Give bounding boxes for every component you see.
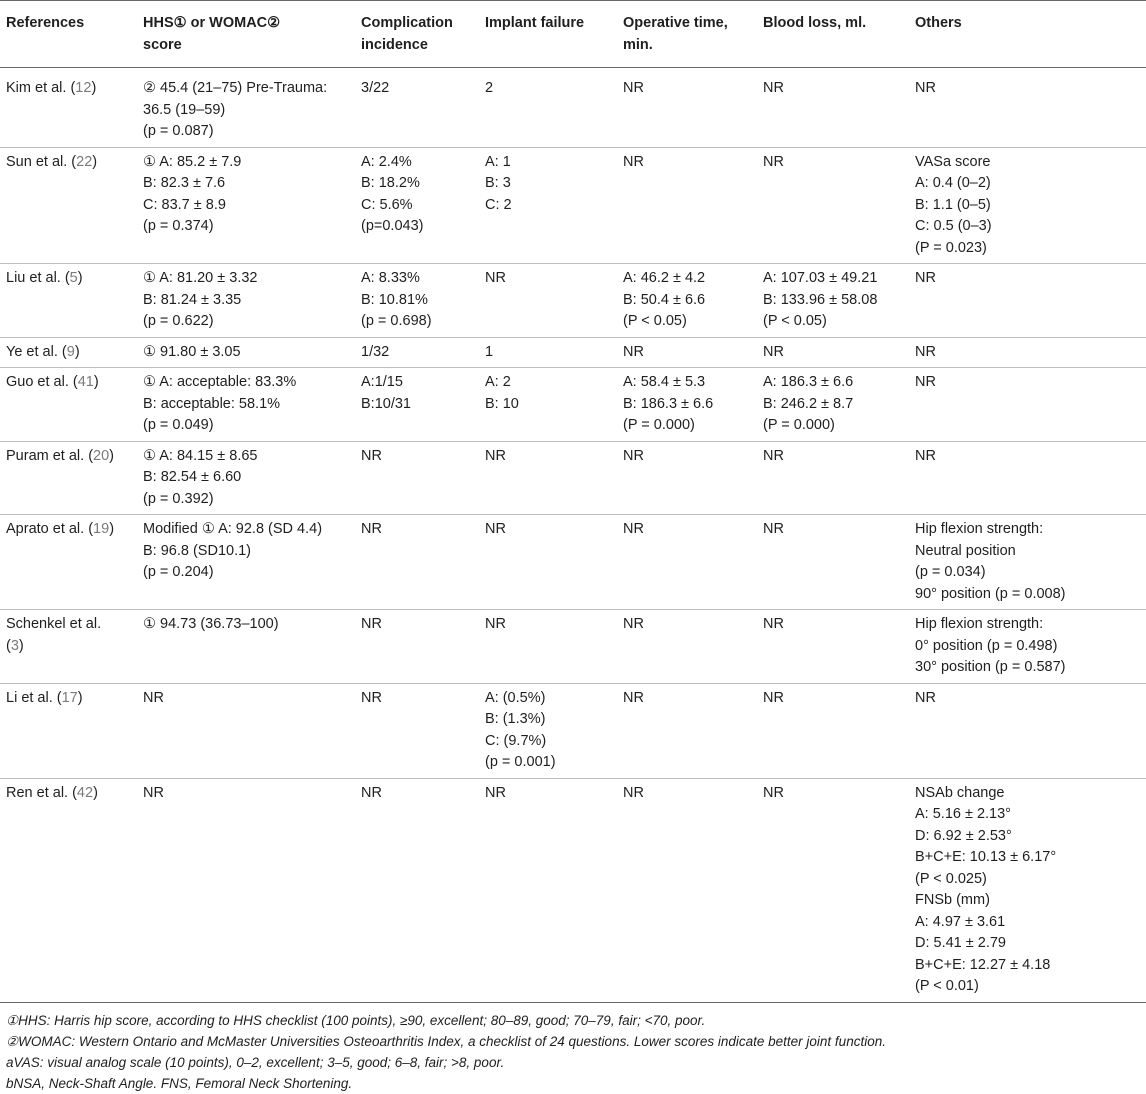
cell-line: ① 91.80 ± 3.05	[143, 343, 241, 360]
cell-blood-loss	[763, 610, 915, 684]
reference-text: Aprato et al. (	[6, 521, 94, 537]
cell-blood-loss	[763, 147, 915, 264]
cell-line: NR	[485, 784, 506, 801]
cell-line: (p = 0.087)	[143, 123, 214, 139]
cell-line: D: 6.92 ± 2.53°	[915, 827, 1012, 844]
footnote-nsa-fns: bNSA, Neck-Shaft Angle. FNS, Femoral Neck Shortening.	[6, 1075, 353, 1091]
reference-text: Schenkel et al.	[6, 616, 102, 632]
cell-line: 1/32	[361, 343, 390, 360]
reference-text: Ye et al. (	[6, 343, 67, 360]
cell-line: A: 2.4%	[361, 153, 412, 170]
cell-blood-loss	[763, 441, 915, 515]
cell-line: B: 10.81%	[361, 291, 428, 308]
cell-line: A:1/15	[361, 374, 403, 390]
cell-line: A: 46.2 ± 4.2	[623, 270, 706, 286]
header-score: HHS① or WOMAC② score	[143, 15, 281, 53]
table-row	[0, 147, 1146, 264]
cell-operative-time	[623, 610, 763, 684]
cell-implant-failure	[485, 778, 623, 1002]
cell-complication-incidence	[361, 610, 485, 684]
cell-line: NR	[915, 343, 936, 360]
table-row	[0, 778, 1146, 1002]
cell-line: (p = 0.204)	[143, 564, 214, 580]
cell-line: ① 94.73 (36.73–100)	[143, 616, 279, 632]
reference-text: (	[6, 637, 11, 654]
cell-line: A: 1	[485, 153, 511, 170]
table-row	[0, 515, 1146, 610]
cell-line: 0° position (p = 0.498)	[915, 637, 1058, 654]
cell-line: Hip flexion strength:	[915, 616, 1044, 632]
header-operative-time: Operative time, min.	[623, 15, 728, 53]
table-row	[0, 610, 1146, 684]
citation-link[interactable]: 17	[61, 689, 78, 706]
cell-line: (p=0.043)	[361, 218, 424, 234]
cell-line: Modified ① A: 92.8 (SD 4.4)	[143, 521, 323, 537]
cell-line: C: 5.6%	[361, 196, 413, 213]
cell-line: ① A: 85.2 ± 7.9	[143, 153, 242, 170]
cell-line: NR	[361, 447, 382, 464]
table-row	[0, 368, 1146, 442]
header-references: References	[6, 15, 85, 31]
reference-text: Puram et al. (	[6, 447, 94, 464]
cell-others	[915, 337, 1146, 368]
table-row	[0, 68, 1146, 148]
cell-hhs-womac-score	[143, 68, 361, 148]
cell-line: C: 2	[485, 196, 512, 213]
cell-line: NR	[623, 784, 644, 801]
cell-reference	[0, 337, 143, 368]
cell-complication-incidence	[361, 515, 485, 610]
footnote-vas: aVAS: visual analog scale (10 points), 0–2, excellent; 3–5, good; 6–8, fair; >8, poor.	[6, 1054, 505, 1070]
cell-blood-loss	[763, 778, 915, 1002]
cell-operative-time	[623, 337, 763, 368]
cell-implant-failure	[485, 264, 623, 338]
cell-complication-incidence	[361, 147, 485, 264]
header-row	[0, 1, 1146, 68]
cell-line: VASa score	[915, 153, 991, 170]
reference-text: )	[91, 80, 97, 96]
cell-reference	[0, 683, 143, 778]
cell-line: NR	[623, 447, 644, 464]
cell-line: NR	[143, 784, 164, 801]
reference-text: )	[109, 521, 115, 537]
citation-link[interactable]: 42	[76, 784, 94, 801]
cell-complication-incidence	[361, 264, 485, 338]
cell-implant-failure	[485, 368, 623, 442]
cell-line: NR	[915, 80, 936, 96]
cell-line: (P < 0.025)	[915, 870, 987, 887]
cell-line: NR	[485, 521, 506, 537]
cell-line: NR	[623, 153, 644, 170]
table-row	[0, 337, 1146, 368]
citation-link[interactable]: 19	[93, 521, 110, 537]
cell-implant-failure	[485, 68, 623, 148]
citation-link[interactable]: 22	[76, 153, 93, 170]
cell-line: B: 96.8 (SD10.1)	[143, 542, 251, 559]
cell-line: (P = 0.023)	[915, 239, 987, 256]
cell-line: ① A: acceptable: 83.3%	[143, 374, 297, 390]
cell-implant-failure	[485, 610, 623, 684]
cell-line: (p = 0.698)	[361, 313, 432, 329]
cell-line: B: 82.54 ± 6.60	[143, 469, 242, 485]
cell-line: NR	[763, 521, 784, 537]
cell-implant-failure	[485, 683, 623, 778]
citation-link[interactable]: 9	[66, 343, 75, 360]
cell-line: ① A: 81.20 ± 3.32	[143, 270, 258, 286]
cell-others	[915, 683, 1146, 778]
cell-hhs-womac-score	[143, 515, 361, 610]
reference-text: )	[74, 343, 80, 360]
cell-line: (P = 0.000)	[623, 417, 695, 433]
table-row	[0, 441, 1146, 515]
cell-hhs-womac-score	[143, 368, 361, 442]
cell-line: B: 3	[485, 175, 511, 191]
cell-line: B: 50.4 ± 6.6	[623, 291, 706, 308]
reference-text: Li et al. (	[6, 689, 62, 706]
footnote-hhs: ①HHS: Harris hip score, according to HHS checklist (100 points), ≥90, excellent; 80–89, good; 70–79, fair; <70, poor.	[6, 1012, 706, 1028]
cell-operative-time	[623, 68, 763, 148]
cell-line: NR	[361, 689, 382, 706]
table-body	[0, 68, 1146, 1003]
cell-others	[915, 515, 1146, 610]
cell-implant-failure	[485, 515, 623, 610]
cell-line: NR	[485, 616, 506, 632]
cell-line: (P < 0.05)	[763, 313, 827, 329]
cell-line: A: 5.16 ± 2.13°	[915, 806, 1011, 822]
cell-line: NR	[915, 689, 936, 706]
cell-implant-failure	[485, 337, 623, 368]
cell-line: A: (0.5%)	[485, 689, 546, 706]
cell-line: NR	[763, 80, 784, 96]
cell-hhs-womac-score	[143, 337, 361, 368]
cell-others	[915, 147, 1146, 264]
cell-line: B: 10	[485, 395, 519, 412]
cell-others	[915, 610, 1146, 684]
cell-operative-time	[623, 147, 763, 264]
cell-blood-loss	[763, 515, 915, 610]
cell-line: NR	[623, 521, 644, 537]
cell-line: A: 107.03 ± 49.21	[763, 270, 878, 286]
cell-line: B: 81.24 ± 3.35	[143, 291, 242, 308]
cell-line: C: 0.5 (0–3)	[915, 218, 992, 234]
cell-line: (p = 0.622)	[143, 313, 214, 329]
cell-hhs-womac-score	[143, 441, 361, 515]
cell-line: (p = 0.392)	[143, 490, 214, 507]
cell-line: FNSb (mm)	[915, 892, 990, 908]
citation-link[interactable]: 12	[75, 80, 92, 96]
cell-line: (p = 0.034)	[915, 564, 986, 580]
reference-text: )	[93, 374, 99, 390]
cell-line: D: 5.41 ± 2.79	[915, 935, 1006, 951]
cell-line: NR	[361, 784, 382, 801]
cell-blood-loss	[763, 264, 915, 338]
reference-text: )	[77, 689, 83, 706]
cell-line: ② 45.4 (21–75) Pre-Trauma:	[143, 80, 328, 96]
header-complication: Complication incidence	[361, 15, 453, 53]
cell-line: NR	[763, 784, 784, 801]
cell-line: (p = 0.001)	[485, 754, 556, 770]
reference-text: Guo et al. (	[6, 374, 78, 390]
cell-line: A: 2	[485, 374, 511, 390]
cell-line: (P = 0.000)	[763, 417, 835, 433]
cell-line: B: 1.1 (0–5)	[915, 196, 991, 213]
cell-line: NR	[361, 616, 382, 632]
cell-operative-time	[623, 368, 763, 442]
reference-text: Liu et al. (	[6, 270, 70, 286]
cell-operative-time	[623, 683, 763, 778]
cell-line: NR	[763, 153, 784, 170]
cell-line: Hip flexion strength:	[915, 521, 1044, 537]
cell-line: B: (1.3%)	[485, 711, 546, 727]
cell-blood-loss	[763, 683, 915, 778]
reference-text: )	[77, 270, 83, 286]
cell-hhs-womac-score	[143, 147, 361, 264]
cell-line: NR	[915, 374, 936, 390]
cell-reference	[0, 68, 143, 148]
cell-operative-time	[623, 515, 763, 610]
cell-reference	[0, 147, 143, 264]
cell-line: 3/22	[361, 80, 390, 96]
cell-line: NR	[485, 447, 506, 464]
cell-blood-loss	[763, 68, 915, 148]
cell-hhs-womac-score	[143, 683, 361, 778]
cell-line: 2	[485, 80, 494, 96]
cell-line: B: 246.2 ± 8.7	[763, 395, 854, 412]
cell-line: B+C+E: 12.27 ± 4.18	[915, 956, 1051, 973]
reference-text: )	[109, 447, 115, 464]
cell-operative-time	[623, 778, 763, 1002]
table-footnotes	[0, 1010, 1146, 1094]
cell-reference	[0, 515, 143, 610]
cell-line: B: 18.2%	[361, 175, 420, 191]
cell-hhs-womac-score	[143, 610, 361, 684]
cell-line: C: (9.7%)	[485, 732, 547, 749]
cell-line: B: 82.3 ± 7.6	[143, 175, 226, 191]
cell-hhs-womac-score	[143, 778, 361, 1002]
cell-reference	[0, 610, 143, 684]
cell-line: NR	[143, 689, 164, 706]
cell-line: NR	[763, 447, 784, 464]
cell-complication-incidence	[361, 778, 485, 1002]
reference-text: )	[93, 784, 98, 801]
cell-line: B: acceptable: 58.1%	[143, 395, 281, 412]
cell-line: 30° position (p = 0.587)	[915, 659, 1066, 675]
cell-line: B+C+E: 10.13 ± 6.17°	[915, 849, 1057, 865]
cell-others	[915, 441, 1146, 515]
cell-line: A: 58.4 ± 5.3	[623, 374, 706, 390]
cell-line: 90° position (p = 0.008)	[915, 585, 1066, 602]
cell-operative-time	[623, 264, 763, 338]
header-implant-failure: Implant failure	[485, 15, 585, 31]
reference-text: Ren et al. (	[6, 784, 77, 801]
cell-line: A: 4.97 ± 3.61	[915, 913, 1006, 930]
cell-reference	[0, 441, 143, 515]
cell-blood-loss	[763, 337, 915, 368]
cell-others	[915, 778, 1146, 1002]
cell-line: B:10/31	[361, 395, 411, 412]
header-blood-loss: Blood loss, ml.	[763, 15, 867, 31]
cell-reference	[0, 264, 143, 338]
cell-implant-failure	[485, 147, 623, 264]
cell-implant-failure	[485, 441, 623, 515]
cell-line: ① A: 84.15 ± 8.65	[143, 447, 258, 464]
citation-link[interactable]: 5	[69, 270, 78, 286]
table-row	[0, 264, 1146, 338]
cell-line: NR	[623, 616, 644, 632]
citation-link[interactable]: 3	[10, 637, 19, 654]
citation-link[interactable]: 41	[77, 374, 94, 390]
cell-hhs-womac-score	[143, 264, 361, 338]
cell-line: NR	[623, 80, 644, 96]
cell-line: NSAb change	[915, 784, 1005, 801]
cell-operative-time	[623, 441, 763, 515]
cell-complication-incidence	[361, 441, 485, 515]
cell-line: (P < 0.05)	[623, 313, 687, 329]
footnote-womac: ②WOMAC: Western Ontario and McMaster Universities Osteoarthritis Index, a checklist of 24 questions. Lower scores indicate better joint function.	[6, 1033, 886, 1049]
cell-line: NR	[623, 689, 644, 706]
cell-line: B: 133.96 ± 58.08	[763, 291, 878, 308]
table-row	[0, 683, 1146, 778]
cell-line: A: 0.4 (0–2)	[915, 175, 991, 191]
cell-line: A: 8.33%	[361, 270, 420, 286]
cell-others	[915, 264, 1146, 338]
cell-others	[915, 368, 1146, 442]
cell-line: NR	[763, 343, 784, 360]
cell-line: NR	[623, 343, 644, 360]
cell-complication-incidence	[361, 337, 485, 368]
cell-line: NR	[915, 447, 936, 464]
cell-line: NR	[915, 270, 936, 286]
cell-complication-incidence	[361, 68, 485, 148]
cell-complication-incidence	[361, 683, 485, 778]
cell-line: NR	[485, 270, 506, 286]
reference-text: Sun et al. (	[6, 153, 77, 170]
citation-link[interactable]: 20	[93, 447, 110, 464]
cell-line: Neutral position	[915, 542, 1016, 559]
cell-line: 36.5 (19–59)	[143, 101, 226, 118]
cell-complication-incidence	[361, 368, 485, 442]
cell-blood-loss	[763, 368, 915, 442]
cell-line: 1	[485, 343, 494, 360]
header-others: Others	[915, 15, 962, 31]
cell-line: NR	[763, 616, 784, 632]
cell-line: (P < 0.01)	[915, 978, 979, 994]
cell-line: NR	[763, 689, 784, 706]
cell-line: B: 186.3 ± 6.6	[623, 395, 714, 412]
cell-line: A: 186.3 ± 6.6	[763, 374, 854, 390]
cell-line: (p = 0.374)	[143, 218, 214, 234]
reference-text: )	[92, 153, 98, 170]
reference-text: Kim et al. (	[6, 80, 76, 96]
cell-others	[915, 68, 1146, 148]
cell-line: NR	[361, 521, 382, 537]
cell-line: (p = 0.049)	[143, 417, 214, 433]
cell-reference	[0, 368, 143, 442]
reference-text: )	[18, 637, 24, 654]
cell-reference	[0, 778, 143, 1002]
cell-line: C: 83.7 ± 8.9	[143, 196, 226, 213]
